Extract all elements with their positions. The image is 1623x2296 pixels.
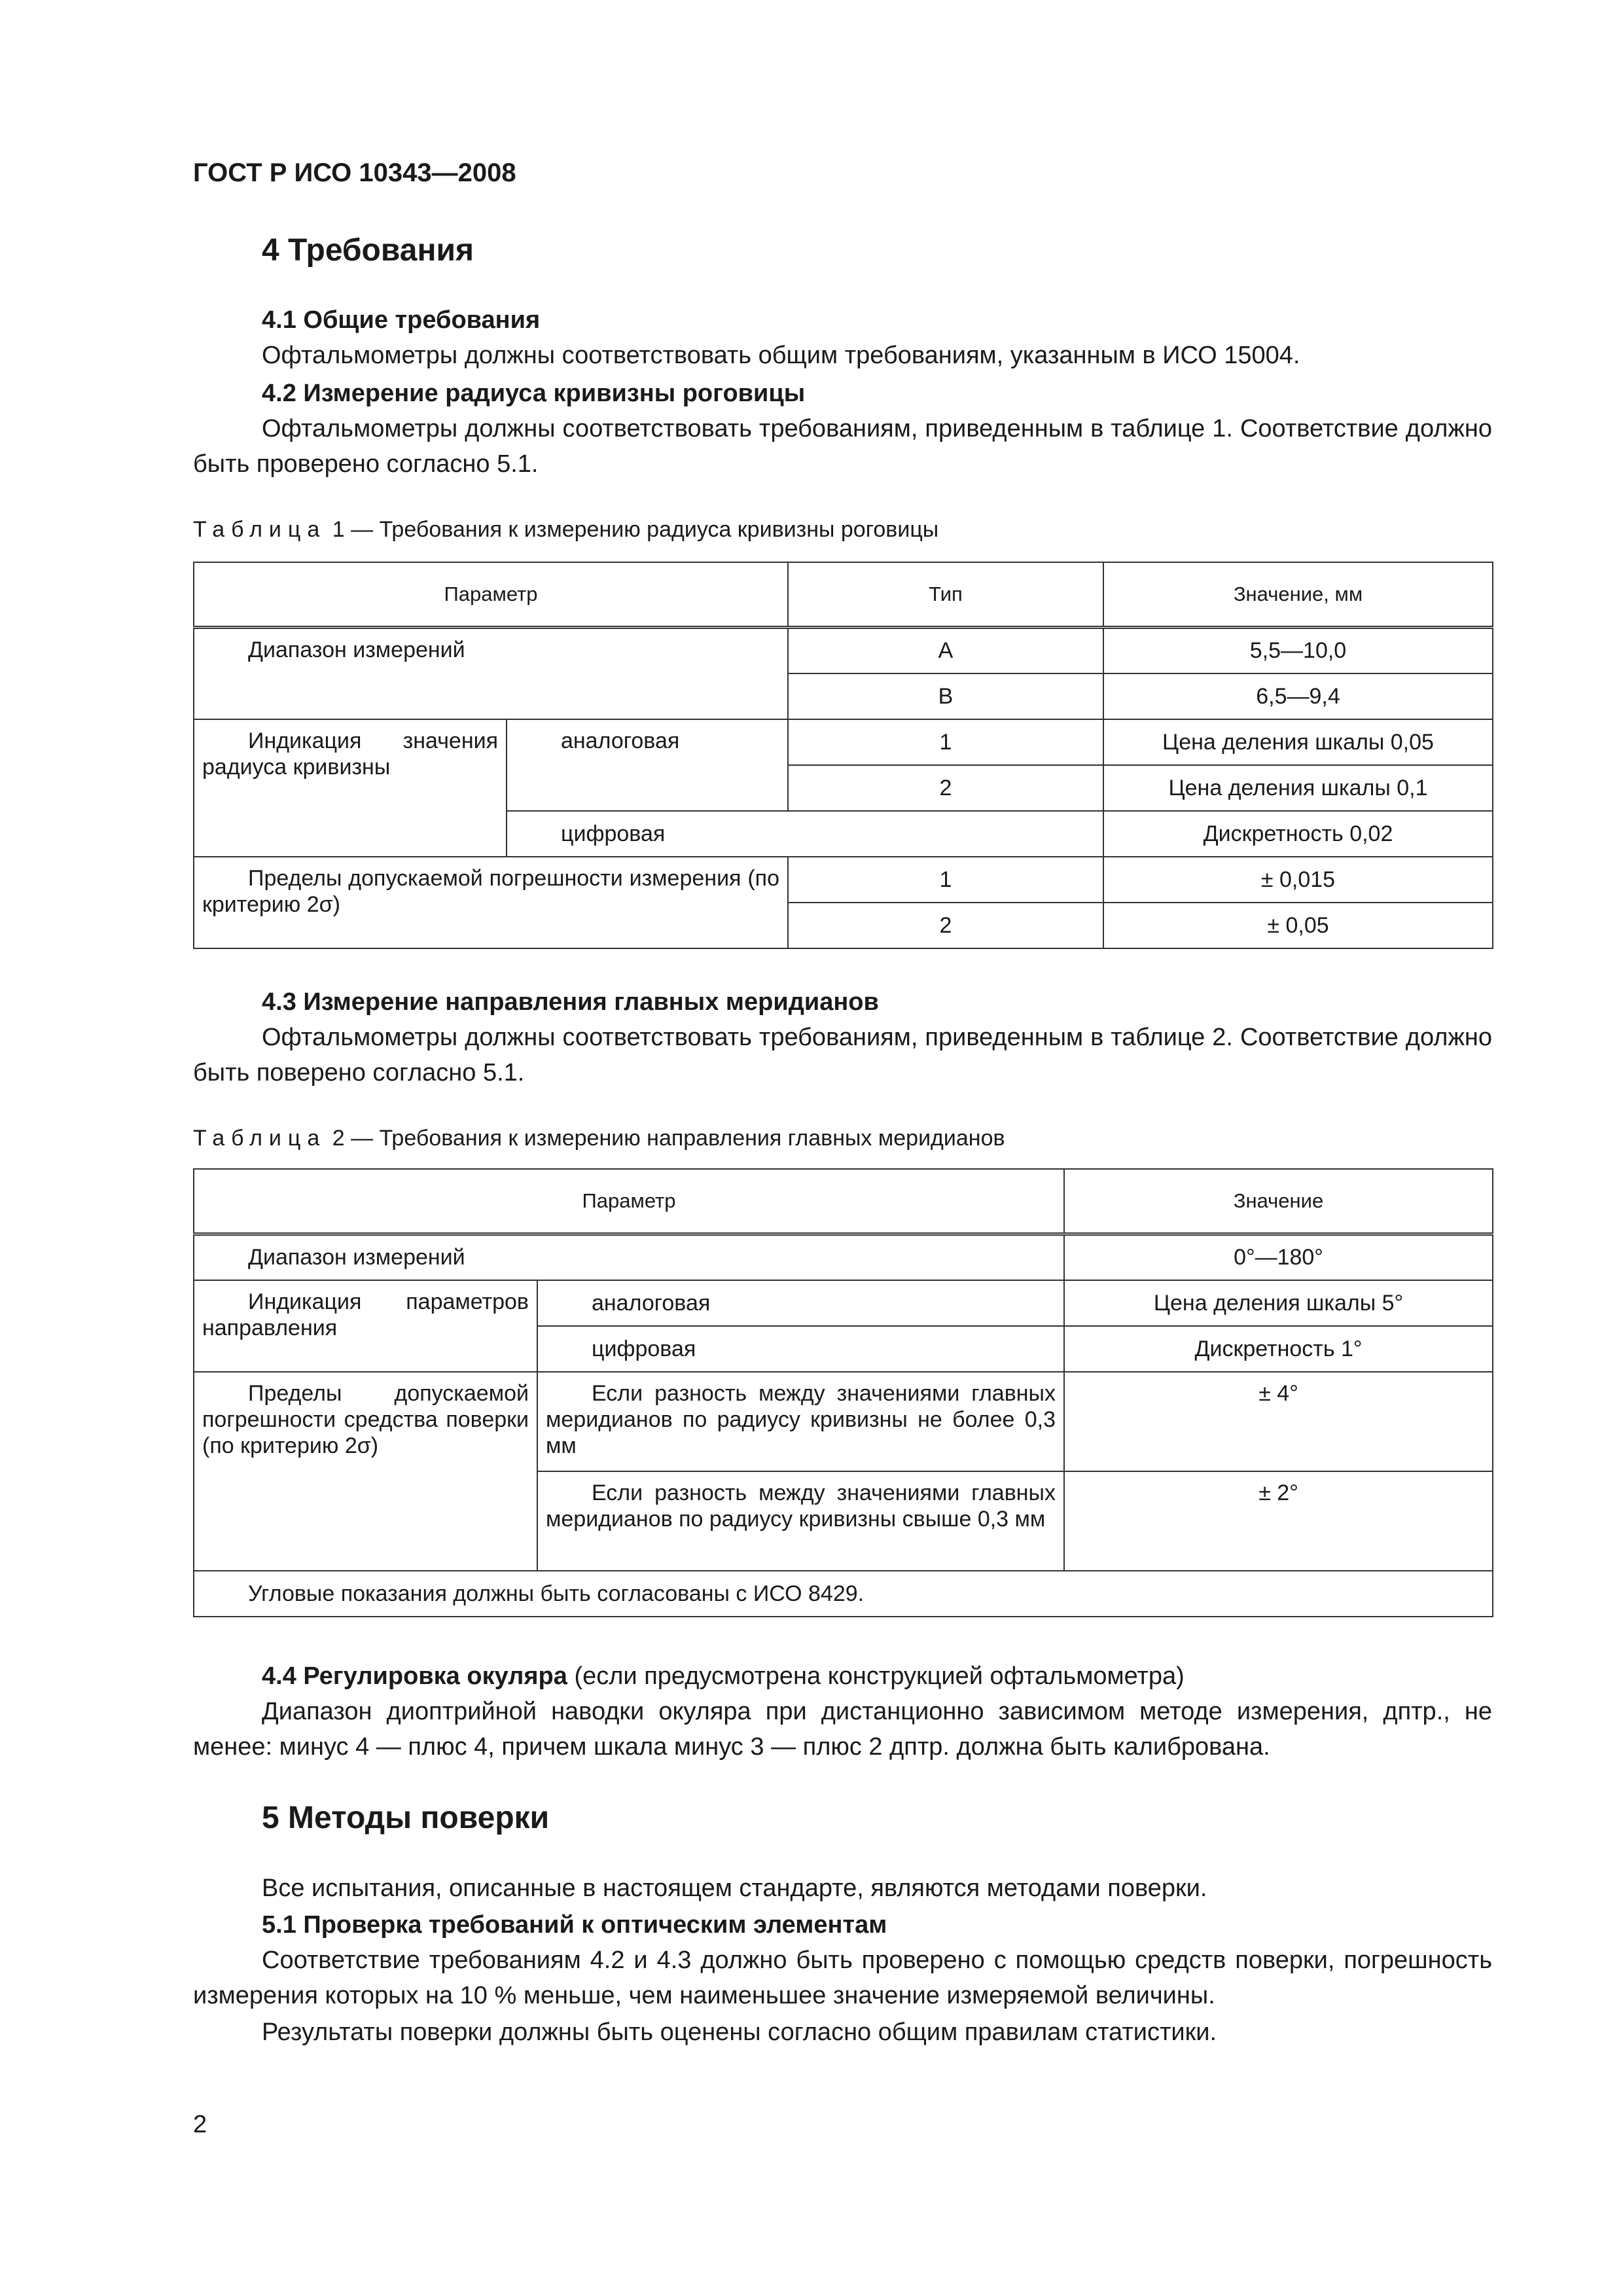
document-header: ГОСТ Р ИСО 10343—2008 bbox=[193, 158, 516, 187]
table-2-caption-label: Таблица bbox=[193, 1126, 327, 1151]
table-1 bbox=[193, 562, 1493, 949]
table-1-cell: 2 bbox=[788, 903, 1103, 948]
subsection-4-4-text: Диапазон диоптрийной наводки окуляра при дистанционно зависимом методе измерения, дптр., не менее: минус 4 — плюс 4, причем шкала минус 3 — плюс 2 дптр. должна быть калибрована. bbox=[193, 1698, 1492, 1761]
table-2-cell: Если разность между значениями главных меридианов по радиусу кривизны не более 0,3 мм bbox=[537, 1372, 1064, 1471]
subsection-4-2-text: Офтальмометры должны соответствовать требованиям, приведенным в таблице 1. Соответствие должно быть проверено согласно 5.1. bbox=[193, 415, 1492, 478]
table-1-cell: Дискретность 0,02 bbox=[1103, 811, 1493, 857]
section-4-title: 4 Требования bbox=[262, 233, 474, 268]
subsection-4-1-title: 4.1 Общие требования bbox=[262, 306, 541, 334]
table-1-cell: B bbox=[788, 673, 1103, 719]
table-1-cell: Цена деления шкалы 0,1 bbox=[1103, 765, 1493, 811]
table-2-cell: ± 4° bbox=[1064, 1372, 1493, 1471]
subsection-4-3-text: Офтальмометры должны соответствовать требованиям, приведенным в таблице 2. Соответствие должно быть поверено согласно 5.1. bbox=[193, 1024, 1492, 1086]
table-2-cell: Цена деления шкалы 5° bbox=[1064, 1280, 1493, 1326]
table-1-digital-label: цифровая bbox=[507, 811, 1103, 857]
table-2-cell: 0°—180° bbox=[1064, 1234, 1493, 1280]
table-2-caption bbox=[193, 1126, 1005, 1151]
table-row bbox=[194, 1234, 1493, 1280]
table-1-col-type: Тип bbox=[788, 562, 1103, 628]
table-1-range-label: Диапазон измерений bbox=[194, 628, 788, 719]
table-2-note: Угловые показания должны быть согласованы с ИСО 8429. bbox=[194, 1571, 1493, 1617]
table-row bbox=[194, 1571, 1493, 1617]
subsection-5-1-title: 5.1 Проверка требований к оптическим элементам bbox=[262, 1911, 887, 1939]
subsection-5-1-text2: Результаты поверки должны быть оценены согласно общим правилам статистики. bbox=[262, 2018, 1217, 2046]
subsection-4-3-title: 4.3 Измерение направления главных меридианов bbox=[262, 988, 879, 1016]
table-1-cell: Цена деления шкалы 0,05 bbox=[1103, 719, 1493, 765]
table-1-cell: 1 bbox=[788, 719, 1103, 765]
section-5-intro: Все испытания, описанные в настоящем стандарте, являются методами поверки. bbox=[262, 1874, 1207, 1902]
table-2-cell: Дискретность 1° bbox=[1064, 1326, 1493, 1372]
page-number: 2 bbox=[193, 2111, 207, 2138]
table-1-cell: 5,5—10,0 bbox=[1103, 628, 1493, 673]
table-2-analog-label: аналоговая bbox=[537, 1280, 1064, 1326]
table-2-cell: ± 2° bbox=[1064, 1471, 1493, 1571]
table-2-range-label: Диапазон измерений bbox=[194, 1234, 1064, 1280]
subsection-5-1-text: Соответствие требованиям 4.2 и 4.3 должно быть проверено с помощью средств поверки, погрешность измерения которых на 10 % меньше, чем наименьшее значение измеряемой величины. bbox=[193, 1946, 1492, 2009]
table-1-col-value: Значение, мм bbox=[1103, 562, 1493, 628]
table-row bbox=[194, 1280, 1493, 1326]
table-1-caption bbox=[193, 517, 938, 543]
subsection-4-1-text: Офтальмометры должны соответствовать общим требованиям, указанным в ИСО 15004. bbox=[262, 342, 1300, 369]
table-2-digital-label: цифровая bbox=[537, 1326, 1064, 1372]
table-2-indication-label: Индикация параметров направления bbox=[194, 1280, 537, 1372]
table-2-cell: Если разность между значениями главных меридианов по радиусу кривизны свыше 0,3 мм bbox=[537, 1471, 1064, 1571]
subsection-4-4-title bbox=[262, 1662, 1185, 1691]
subsection-4-4-title-bold: 4.4 Регулировка окуляра bbox=[262, 1662, 567, 1690]
table-1-cell: 1 bbox=[788, 857, 1103, 903]
table-row bbox=[194, 628, 1493, 673]
table-2-col-param: Параметр bbox=[194, 1169, 1064, 1234]
table-1-caption-label: Таблица bbox=[193, 517, 327, 542]
section-5-title: 5 Методы поверки bbox=[262, 1801, 550, 1835]
table-1-cell: ± 0,05 bbox=[1103, 903, 1493, 948]
table-row bbox=[194, 562, 1493, 628]
table-1-analog-label: аналоговая bbox=[507, 719, 788, 811]
table-1-error-label: Пределы допускаемой погрешности измерения (по критерию 2σ) bbox=[194, 857, 788, 948]
table-1-cell: 2 bbox=[788, 765, 1103, 811]
table-row bbox=[194, 857, 1493, 903]
subsection-4-2-title: 4.2 Измерение радиуса кривизны роговицы bbox=[262, 380, 806, 407]
table-1-indication-label: Индикация значения радиуса кривизны bbox=[194, 719, 507, 857]
table-2-col-value: Значение bbox=[1064, 1169, 1493, 1234]
table-1-cell: ± 0,015 bbox=[1103, 857, 1493, 903]
table-2-caption-text: 2 — Требования к измерению направления главных меридианов bbox=[326, 1126, 1005, 1151]
table-2 bbox=[193, 1168, 1493, 1617]
table-2-error-label: Пределы допускаемой погрешности средства поверки (по критерию 2σ) bbox=[194, 1372, 537, 1571]
table-1-caption-text: 1 — Требования к измерению радиуса кривизны роговицы bbox=[326, 517, 939, 542]
table-row bbox=[194, 719, 1493, 765]
table-row bbox=[194, 1169, 1493, 1234]
table-1-cell: 6,5—9,4 bbox=[1103, 673, 1493, 719]
table-1-cell: A bbox=[788, 628, 1103, 673]
subsection-4-4-title-rest: (если предусмотрена конструкцией офтальмометра) bbox=[567, 1662, 1185, 1690]
table-row bbox=[194, 1372, 1493, 1471]
table-1-col-param: Параметр bbox=[194, 562, 788, 628]
